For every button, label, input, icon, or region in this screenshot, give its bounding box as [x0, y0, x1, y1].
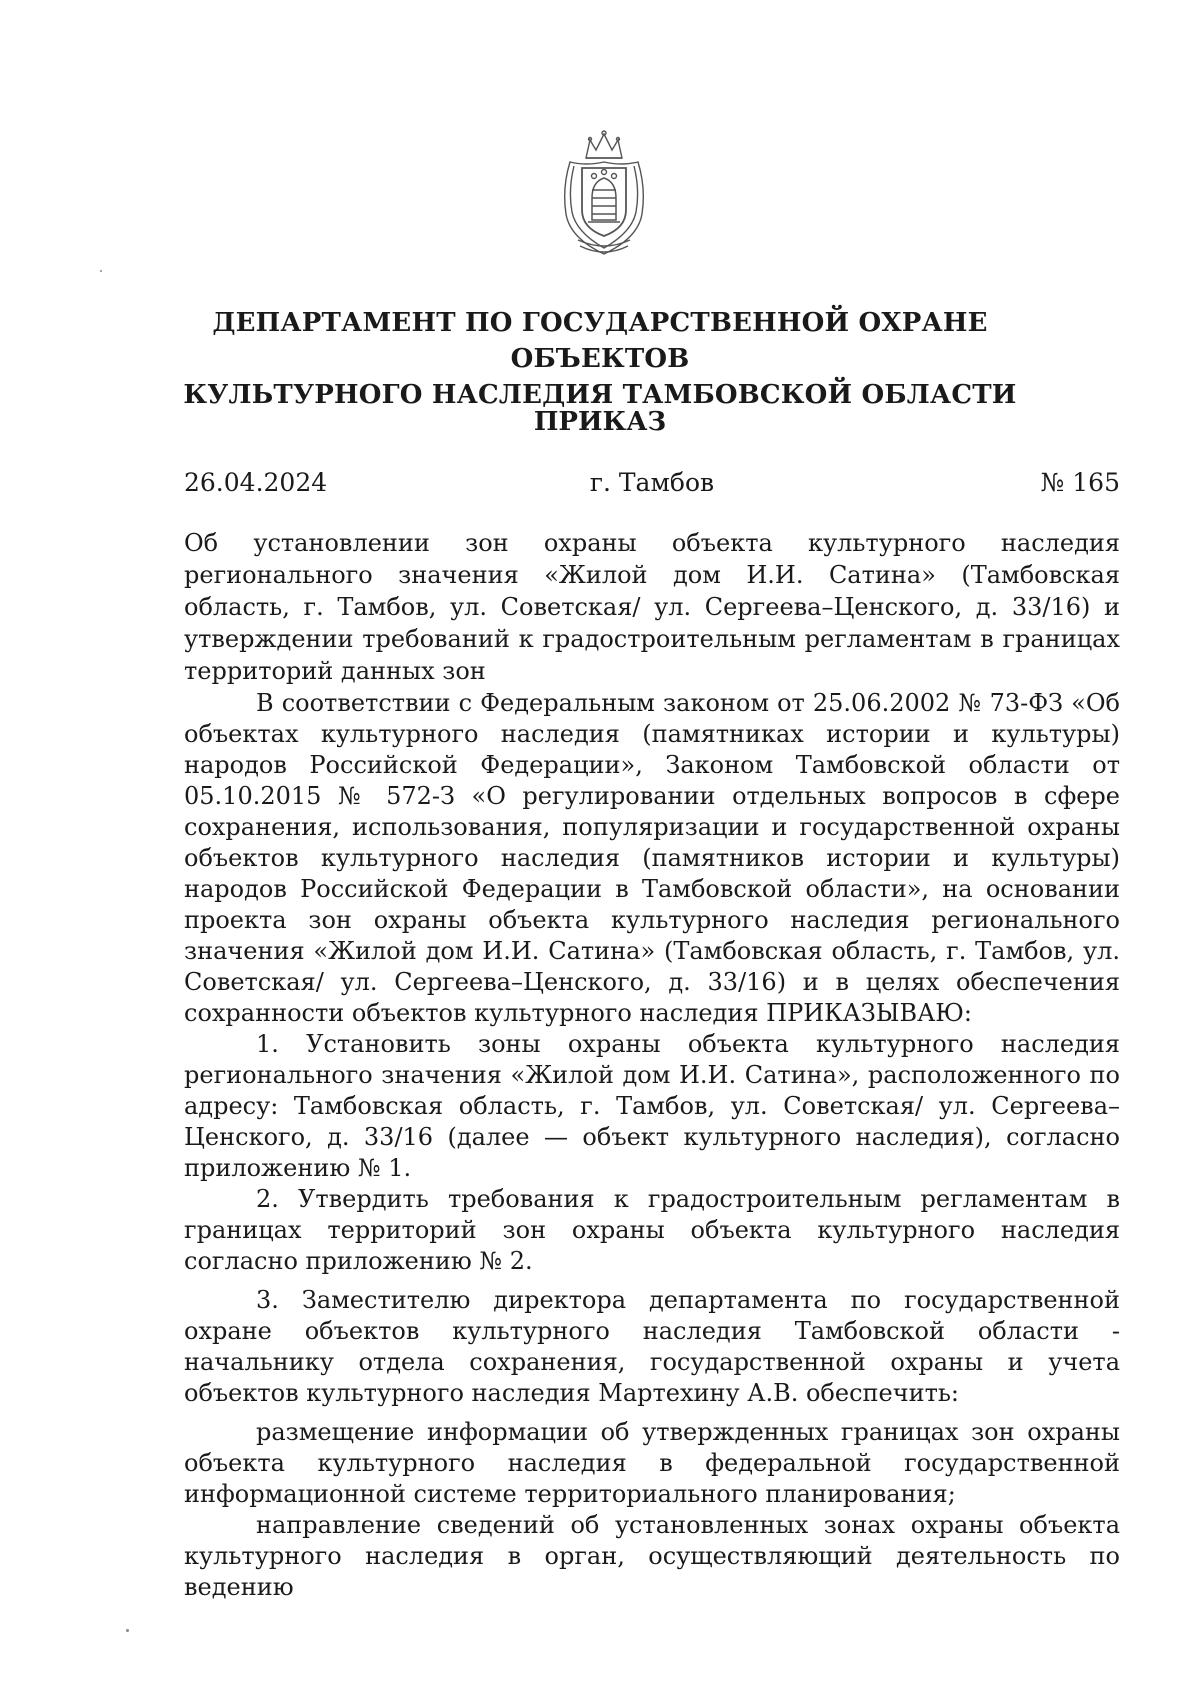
order-item-2: 2. Утвердить требования к градостроительным регламентам в границах территорий зон охраны объекта культурного наследия согласно приложению № 2.	[184, 1185, 1120, 1275]
coat-of-arms-icon	[556, 128, 652, 260]
organization-name	[150, 305, 1050, 413]
document-number: № 165	[1040, 468, 1120, 497]
preamble-paragraph: В соответствии с Федеральным законом от 25.06.2002 № 73-ФЗ «Об объектах культурного наследия (памятниках истории и культуры) народов Российской Федерации», Законом Тамбовской области от 05.10.2015 № 572-З «О регулировании отдельных вопросов в сфере сохранения, использования, популяризации и государственной охраны объектов культурного наследия (памятников истории и культуры) народов Российской Федерации в Тамбовской области», на основании проекта зон охраны объекта культурного наследия регионального значения «Жилой дом И.И. Сатина» (Тамбовская область, г. Тамбов, ул. Советская/ ул. Сергеева–Ценского, д. 33/16) и в целях обеспечения сохранности объектов культурного наследия ПРИКАЗЫВАЮ:	[184, 689, 1120, 1027]
organization-name-line2: КУЛЬТУРНОГО НАСЛЕДИЯ ТАМБОВСКОЙ ОБЛАСТИ	[183, 380, 1017, 410]
order-item-1: 1. Установить зоны охраны объекта культурного наследия регионального значения «Жилой дом И.И. Сатина», расположенного по адресу: Тамбовская область, г. Тамбов, ул. Советская/ ул. Сергеева–Ценского, д. 33/16 (далее — объект культурного наследия), согласно приложению № 1.	[184, 1030, 1120, 1182]
scan-speck	[100, 270, 102, 272]
document-city: г. Тамбов	[589, 468, 715, 497]
document-type: ПРИКАЗ	[533, 407, 667, 437]
document-body	[184, 688, 1120, 1603]
scan-speck	[126, 1629, 129, 1632]
document-meta	[184, 466, 1120, 500]
order-item-3: 3. Заместителю директора департамента по государственной охране объектов культурного наследия Тамбовской области - начальнику отдела сохранения, государственной охраны и учета объектов культурного наследия Мартехину А.В. обеспечить:	[184, 1286, 1120, 1407]
document-date: 26.04.2024	[184, 468, 328, 497]
organization-name-line1: ДЕПАРТАМЕНТ ПО ГОСУДАРСТВЕННОЙ ОХРАНЕ ОБЪЕКТОВ	[212, 308, 988, 374]
order-item-3-subitem-1: размещение информации об утвержденных границах зон охраны объекта культурного наследия в федеральной государственной информационной системе территориального планирования;	[184, 1418, 1120, 1508]
order-item-3-subitem-2: направление сведений об установленных зонах охраны объекта культурного наследия в орган, осуществляющий деятельность по ведению	[184, 1511, 1120, 1601]
document-title: Об установлении зон охраны объекта культурного наследия регионального значения «Жилой дом И.И. Сатина» (Тамбовская область, г. Тамбов, ул. Советская/ ул. Сергеева–Ценского, д. 33/16) и утверждении требований к градостроительным регламентам в границах территорий данных зон	[184, 529, 1120, 685]
